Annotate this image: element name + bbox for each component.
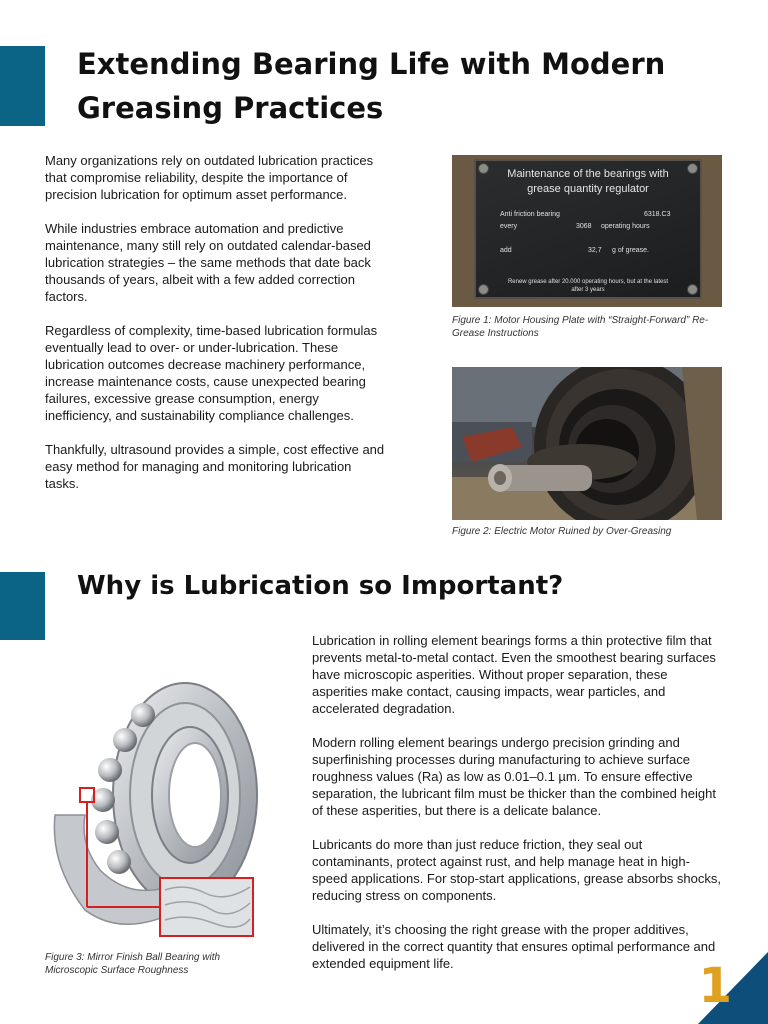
plate-row-value: 3068	[576, 223, 592, 230]
figure-motor-plate-photo	[452, 155, 722, 307]
body-paragraph: Ultimately, it’s choosing the right grease with the proper additives, delivered in the correct quantity that ensures optimal performance and extended equipment life.	[312, 922, 716, 971]
lubrication-text-column	[312, 632, 724, 989]
intro-text-column	[45, 152, 385, 509]
plate-title-line: grease quantity regulator	[527, 183, 649, 195]
body-paragraph: Lubrication in rolling element bearings forms a thin protective film that prevents metal-to-metal contact. Even the smoothest bearing surfaces have microscopic asperities. Without proper separation, these asperities make contact, causing impacts, wear particles, and accelerated degradation.	[312, 633, 716, 716]
page-number: 1	[698, 958, 732, 1014]
bolt-icon	[687, 163, 698, 174]
plate-row-value: 32,7	[588, 247, 602, 254]
figure-caption: Figure 3: Mirror Finish Ball Bearing with Microscopic Surface Roughness	[45, 952, 221, 976]
plate-row-label: every	[500, 223, 518, 230]
figure-ball-bearing-illustration	[45, 675, 265, 947]
plate-row-label: add	[500, 247, 512, 254]
section-title: Why is Lubrication so Important?	[77, 571, 564, 601]
bolt-icon	[478, 163, 489, 174]
bolt-icon	[478, 284, 489, 295]
plate-footer-line: Renew grease after 20.000 operating hours, but at the latest	[507, 279, 669, 285]
bolt-icon	[687, 284, 698, 295]
plate-footer-line: after 3 years	[571, 287, 605, 293]
intro-paragraph: While industries embrace automation and predictive maintenance, many still rely on outdated calendar-based lubrication strategies – the same methods that date back thousands of years, albeit with a few added correction factors.	[45, 221, 371, 304]
section-accent-bar	[0, 572, 45, 640]
plate-row-unit: operating hours	[601, 223, 650, 230]
figure-caption: Figure 1: Motor Housing Plate with “Straight-Forward” Re-Grease Instructions	[452, 315, 709, 339]
page-title: Extending Bearing Life with Modern Greasing Practices	[77, 47, 666, 125]
body-paragraph: Lubricants do more than just reduce friction, they seal out contaminants, protect against rust, and help manage heat in high-speed applications. For stop-start applications, grease absorbs shocks, reducing stress on components.	[312, 837, 721, 903]
plate-row-label: Anti friction bearing	[500, 211, 560, 218]
figure-electric-motor-photo	[452, 367, 722, 520]
bearing-illustration	[45, 675, 265, 947]
section-accent-bar	[0, 46, 45, 126]
intro-paragraph: Regardless of complexity, time-based lubrication formulas eventually lead to over- or under-lubrication. These lubrication outcomes decrease machinery performance, increase maintenance costs, cause unexpected bearing failures, excessive grease consumption, energy inefficiency, and sustainability compliance challenges.	[45, 323, 378, 423]
intro-paragraph: Thankfully, ultrasound provides a simple, cost effective and easy method for managing and monitoring lubrication tasks.	[45, 442, 385, 491]
plate-row-unit: g of grease.	[612, 247, 649, 254]
plate-title-line: Maintenance of the bearings with	[507, 168, 669, 180]
figure-caption: Figure 2: Electric Motor Ruined by Over-Greasing	[452, 526, 672, 537]
intro-paragraph: Many organizations rely on outdated lubrication practices that compromise reliability, despite the importance of precision lubrication for optimum asset performance.	[45, 153, 374, 202]
plate-row-value: 6318.C3	[644, 211, 671, 218]
body-paragraph: Modern rolling element bearings undergo precision grinding and superfinishing processes during manufacturing to achieve surface roughness values (Ra) as low as 0.01–0.1 µm. To ensure effective separation, the lubricant film must be thicker than the combined height of these asperities, but there is a delicate balance.	[312, 735, 716, 818]
motor-illustration	[452, 367, 722, 520]
